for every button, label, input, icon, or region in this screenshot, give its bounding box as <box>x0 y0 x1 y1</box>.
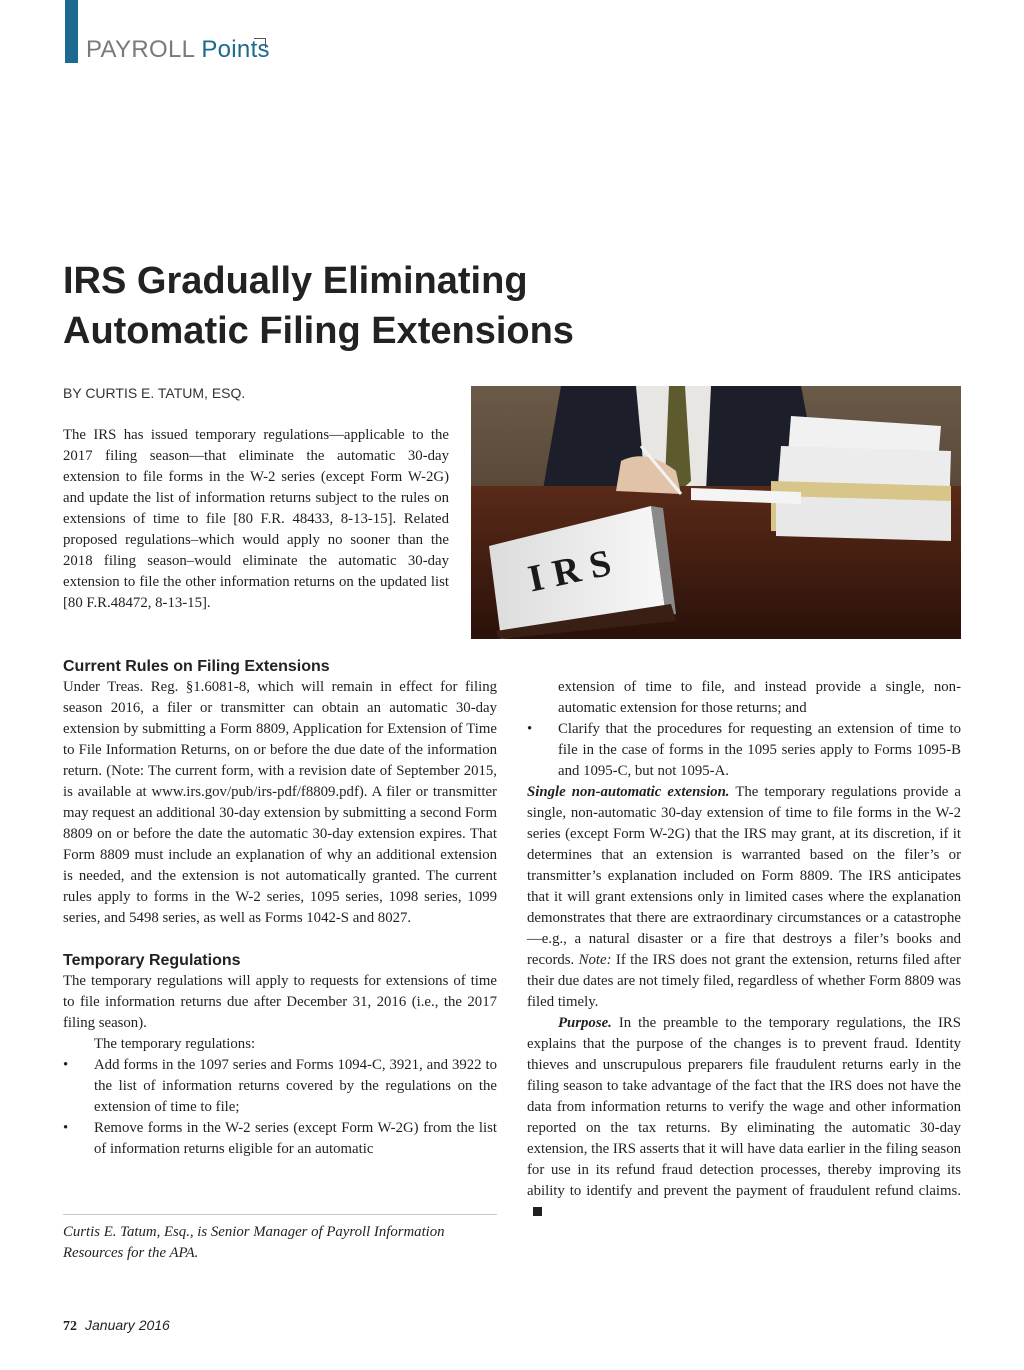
single-extension-runin: Single non-automatic extension. <box>527 784 730 800</box>
section-tag-points: Points <box>201 36 270 63</box>
title-line-2: Automatic Filing Extensions <box>63 310 574 352</box>
bullet-remove-forms: • Remove forms in the W-2 series (except Form W-2G) from the list of information returns eligible for an automatic <box>63 1118 497 1160</box>
bio-divider <box>63 1214 497 1215</box>
temporary-regulations-paragraph: The temporary regulations will apply to requests for extensions of time to file information returns due after December 31, 2016 (i.e., the 2017 filing season). <box>63 973 497 1031</box>
corner-bracket-icon <box>254 38 266 48</box>
left-column <box>63 656 497 1160</box>
heading-current-rules: Current Rules on Filing Extensions <box>63 658 330 675</box>
article-title <box>63 256 703 356</box>
title-line-1: IRS Gradually Eliminating <box>63 260 528 302</box>
note-label: Note: <box>578 952 612 968</box>
issue-date: January 2016 <box>85 1317 170 1333</box>
section-tag-payroll: PAYROLL <box>86 36 195 63</box>
byline: BY CURTIS E. TATUM, ESQ. <box>63 385 246 401</box>
bullet-remove-forms-continued: extension of time to file, and instead provide a single, non-automatic extension for those returns; and <box>558 679 961 716</box>
single-extension-note: If the IRS does not grant the extension, returns filed after their due dates are not timely filed, regardless of whether Form 8809 was filed timely. <box>527 952 961 1010</box>
section-tag-bar <box>65 0 78 63</box>
intro-paragraph: The IRS has issued temporary regulations—applicable to the 2017 filing season—that eliminate the automatic 30-day extension to file forms in the W-2 series (except Form W-2G) and update the list of information returns subject to the rules on extensions of time to file [80 F.R. 48433, 8-13-15]. Related proposed regulations–which would apply no sooner than the 2018 filing season–would eliminate the automatic 30-day extension to file the other information returns on the updated list [80 F.R.48472, 8-13-15]. <box>63 427 449 611</box>
page-footer <box>63 1317 170 1335</box>
page-number: 72 <box>63 1319 77 1334</box>
end-of-article-icon <box>533 1207 542 1216</box>
photo-illustration <box>471 386 961 639</box>
purpose-paragraph <box>527 1013 961 1223</box>
single-extension-body: The temporary regulations provide a single, non-automatic 30-day extension of time to file forms in the W-2 series (except Form W-2G) that the IRS may grant, at its discretion, if it determines that an extension is warranted based on the filer’s or transmitter’s explanation included on Form 8809. The IRS anticipates that it will grant extensions only in limited cases where the explanation demonstrates that there are extraordinary circumstances or a catastrophe—e.g., a natural disaster or a fire that destroys a filer’s books and records. <box>527 784 962 968</box>
regulations-bullet-list-continued <box>527 719 961 782</box>
irs-desk-photo <box>471 386 961 639</box>
bullet-add-forms: • Add forms in the 1097 series and Forms 1094-C, 3921, and 3922 to the list of information returns covered by the regulations on the extension of time to file; <box>63 1055 497 1118</box>
regulations-bullet-list <box>63 1055 497 1160</box>
bullet-clarify-procedures: • Clarify that the procedures for requesting an extension of time to file in the case of forms in the 1095 series apply to Forms 1095-B and 1095-C, but not 1095-A. <box>527 719 961 782</box>
single-extension-paragraph <box>527 782 961 1013</box>
purpose-runin: Purpose. <box>558 1015 612 1031</box>
photo-sign-text: IRS <box>524 539 625 601</box>
heading-temporary-regulations: Temporary Regulations <box>63 952 241 969</box>
section-tag <box>86 38 270 62</box>
purpose-body: In the preamble to the temporary regulations, the IRS explains that the purpose of the changes is to prevent fraud. Identity thieves and unscrupulous preparers file fraudulent returns early in the filing season to take advantage of the fact that the IRS does not have the data from information returns to verify the wage and other information reported on the tax returns. By eliminating the automatic 30-day extension, the IRS asserts that it will have data earlier in the filing season for use in its refund fraud detection processes, thereby improving its ability to identify and prevent the payment of fraudulent refund claims. <box>527 1015 961 1199</box>
temporary-regulations-lead: The temporary regulations: <box>94 1036 256 1052</box>
right-column <box>527 677 961 1223</box>
author-bio: Curtis E. Tatum, Esq., is Senior Manager of Payroll Information Resources for the APA. <box>63 1224 445 1261</box>
current-rules-paragraph: Under Treas. Reg. §1.6081-8, which will remain in effect for filing season 2016, a filer or transmitter can obtain an automatic 30-day extension by submitting a Form 8809, Application for Extension of Time to File Information Returns, on or before the due date of the information return. (Note: The current form, with a revision date of September 2015, is available at www.irs.gov/pub/irs-pdf/f8809.pdf). A filer or transmitter may request an additional 30-day extension by submitting a second Form 8809 on or before the date the automatic 30-day extension expires. That Form 8809 must include an explanation of why an additional extension is needed, and the extension is not automatically granted. The current rules apply to forms in the W-2 series, 1095 series, 1098 series, 1099 series, and 5498 series, as well as Forms 1042-S and 8027. <box>63 679 497 926</box>
